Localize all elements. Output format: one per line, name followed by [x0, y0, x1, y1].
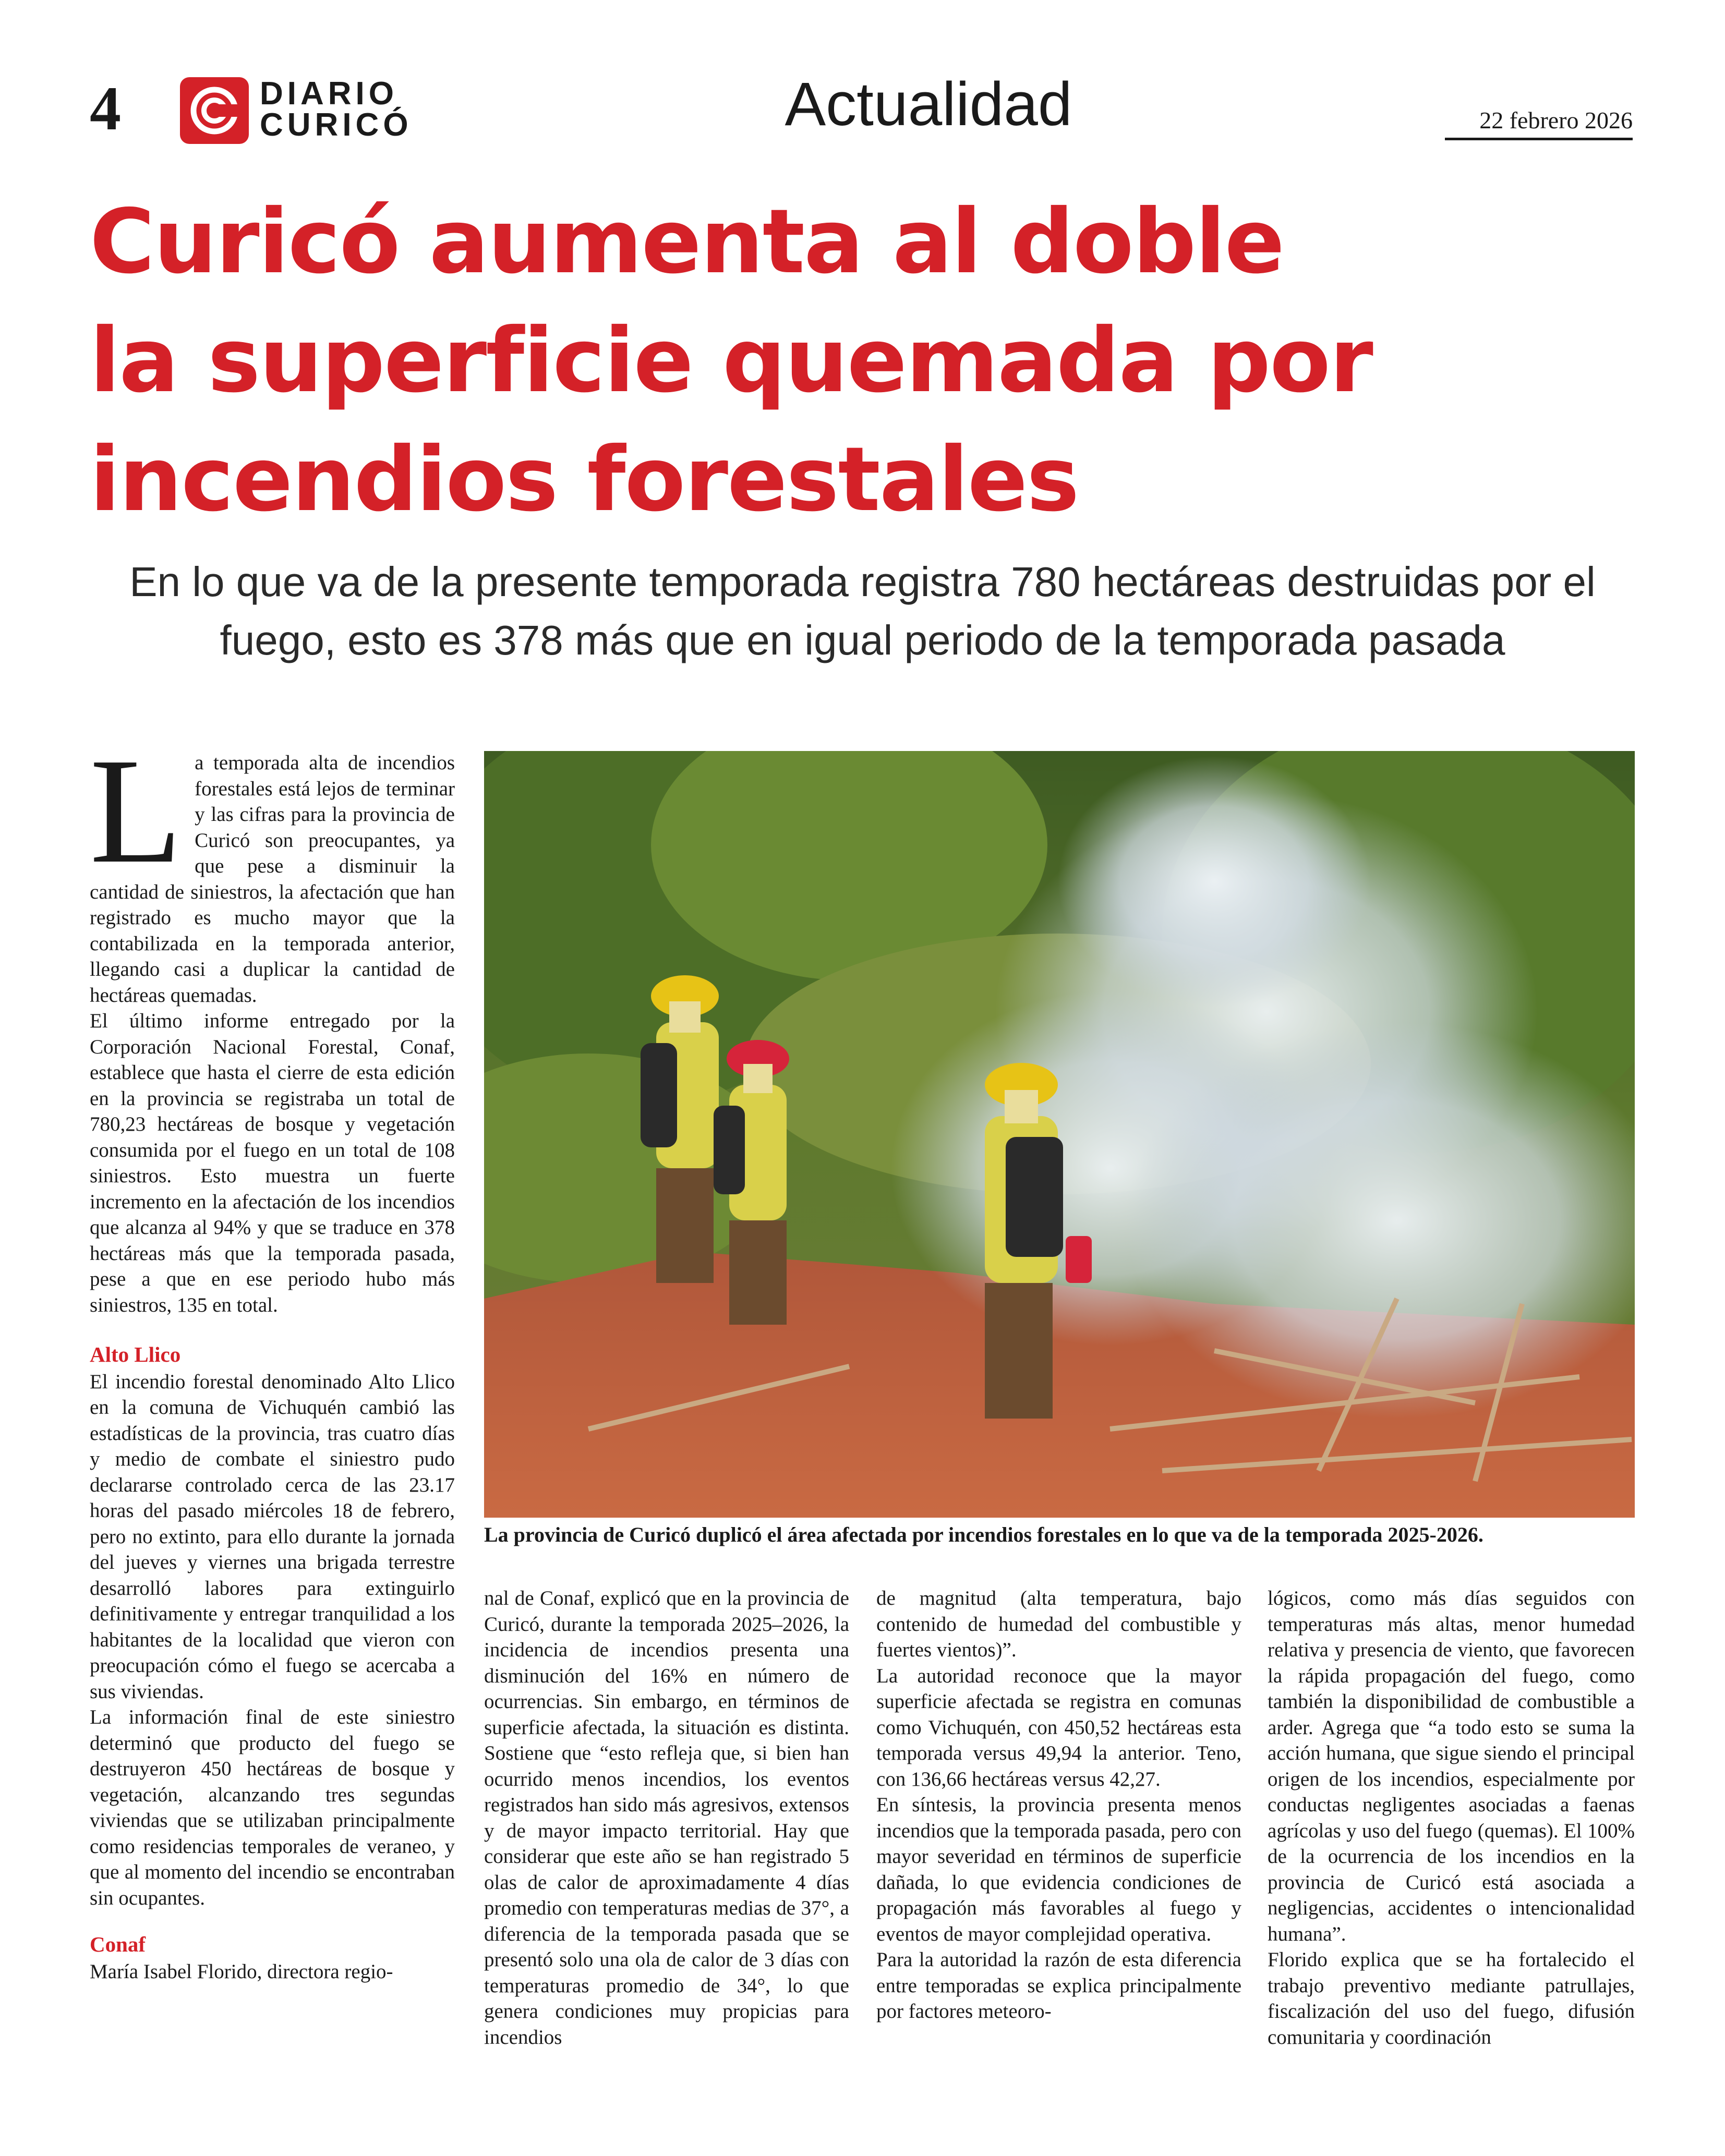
subhead-alto-llico: Alto Llico	[90, 1342, 181, 1366]
paragraph-alto-llico: El incendio forestal denominado Alto Llico en la comuna de Vichuquén cambió las estadísticas de la provincia, tras cuatro días y medio de combate el siniestro pudo declararse controlado cerca de las 23.17 horas del pasado miércoles 18 de febrero, pero no extinto, para ello durante la jornada del jueves y viernes una brigada terrestre desarrolló labores para extinguirlo definitivamente y entregar tranquilidad a los habitantes de la localidad que vieron con preocupación cómo el fuego se acercaba a sus viviendas.	[90, 1370, 455, 1703]
logo-line1: DIARIO	[260, 76, 398, 112]
paragraph-col3-4: Para la autoridad la razón de esta diferencia entre temporadas se explica principalmente por factores meteoro-	[876, 1948, 1241, 2022]
logo-wordmark	[260, 78, 413, 141]
headline	[90, 183, 1655, 539]
paragraph-col4-2: Florido explica que se ha fortalecido el trabajo preventivo mediante patrullajes, fiscalización del uso del fuego, difusión comunitaria y coordinación	[1268, 1948, 1635, 2049]
headline-line-1: Curicó aumenta al doble	[90, 190, 1284, 294]
paragraph-col3-2: La autoridad reconoce que la mayor superficie afectada se registra en comunas como Vichuquén, con 450,52 hectáreas esta temporada versus 49,94 la anterior. Teno, con 136,66 hectáreas versus 42,27.	[876, 1664, 1241, 1790]
paragraph-col3-3: En síntesis, la provincia presenta menos incendios que la temporada pasada, pero con mayor severidad en términos de superficie dañada, lo que evidencia condiciones de propagación más favorables al fuego y eventos de mayor complejidad operativa.	[876, 1794, 1241, 1945]
paragraph-florido-intro: María Isabel Florido, directora regio-	[90, 1960, 393, 1983]
issue-date: 22 febrero 2026	[1479, 107, 1633, 134]
section-title: Actualidad	[785, 70, 1072, 139]
intro-paragraph: a temporada alta de incendios forestales está lejos de terminar y las cifras para la provincia de Curicó son preocupantes, ya que pese a disminuir la cantidad de siniestros, la afectación que han registrado es mucho mayor que la contabilizada en la temporada anterior, llegando casi a duplicar la cantidad de hectáreas quemadas.	[90, 752, 455, 1007]
diario-curico-logo-icon	[180, 77, 249, 144]
article-column-1	[90, 727, 455, 1984]
date-divider	[1445, 138, 1633, 140]
drop-cap: L	[90, 727, 183, 894]
logo-line2: CURICÓ	[260, 107, 413, 143]
paragraph-conaf-report: El último informe entregado por la Corporación Nacional Forestal, Conaf, establece que hasta el cierre de esta edición en la provincia se registraba un total de 780,23 hectáreas de bosque y vegetación consumida por el fuego en un total de 108 siniestros. Esto muestra un fuerte incremento en la afectación de los incendios que alcanza al 94% y que se traduce en 378 hectáreas más que la temporada pasada, pese a que en ese periodo hubo más siniestros, 135 en total.	[90, 1010, 455, 1316]
article-column-3	[876, 1585, 1241, 2025]
page-number: 4	[90, 74, 121, 143]
headline-line-2: la superficie quemada por	[90, 309, 1372, 413]
paragraph-final-info: La información final de este siniestro determinó que producto del fuego se destruyeron 450 hectáreas de bosque y vegetación, alcanzando tres segundas viviendas que se utilizaban principalmente como residencias temporales de veraneo, y que al momento del incendio se encontraban sin ocupantes.	[90, 1706, 455, 1909]
deck-subtitle: En lo que va de la presente temporada registra 780 hectáreas destruidas por el fuego, esto es 378 más que en igual periodo de la temporada pasada	[129, 559, 1596, 663]
subhead-conaf: Conaf	[90, 1932, 146, 1956]
paragraph-col2: nal de Conaf, explicó que en la provincia de Curicó, durante la temporada 2025–2026, la incidencia de incendios presenta una disminución del 16% en número de ocurrencias. Sin embargo, en términos de superficie afectada, la situación es distinta. Sostiene que “esto refleja que, si bien han ocurrido menos incendios, los eventos registrados han sido más agresivos, extensos y de mayor impacto territorial. Hay que considerar que este año se han registrado 5 olas de calor de aproximadamente 4 días promedio con temperaturas medias de 37°, a diferencia de la temporada pasada que se presentó solo una ola de calor de 3 días con temperaturas promedio de 34°, lo que genera condiciones muy propicias para incendios	[484, 1587, 849, 2049]
paragraph-col4-1: lógicos, como más días seguidos con temperaturas más altas, menor humedad relativa y presencia de viento, que favorecen la rápida propagación del fuego, como también la disponibilidad de combustible a arder. Agrega que “a todo esto se suma la acción humana, que sigue siendo el principal origen de los incendios, especialmente por conductas negligentes asociadas a faenas agrícolas y uso del fuego (quemas). El 100% de la ocurrencia de los incendios en la provincia de Curicó está asociada a negligencias, accidentes o intencionalidad humana”.	[1268, 1587, 1635, 1945]
photo-caption: La provincia de Curicó duplicó el área afectada por incendios forestales en lo que va de la temporada 2025-2026.	[484, 1523, 1483, 1546]
headline-line-3: incendios forestales	[90, 428, 1079, 531]
article-column-4	[1268, 1585, 1635, 2050]
article-column-2	[484, 1585, 849, 2050]
wildfire-brigade-photo	[484, 751, 1635, 1518]
paragraph-col3-1: de magnitud (alta temperatura, bajo contenido de humedad del combustible y fuertes vientos)”.	[876, 1587, 1241, 1661]
